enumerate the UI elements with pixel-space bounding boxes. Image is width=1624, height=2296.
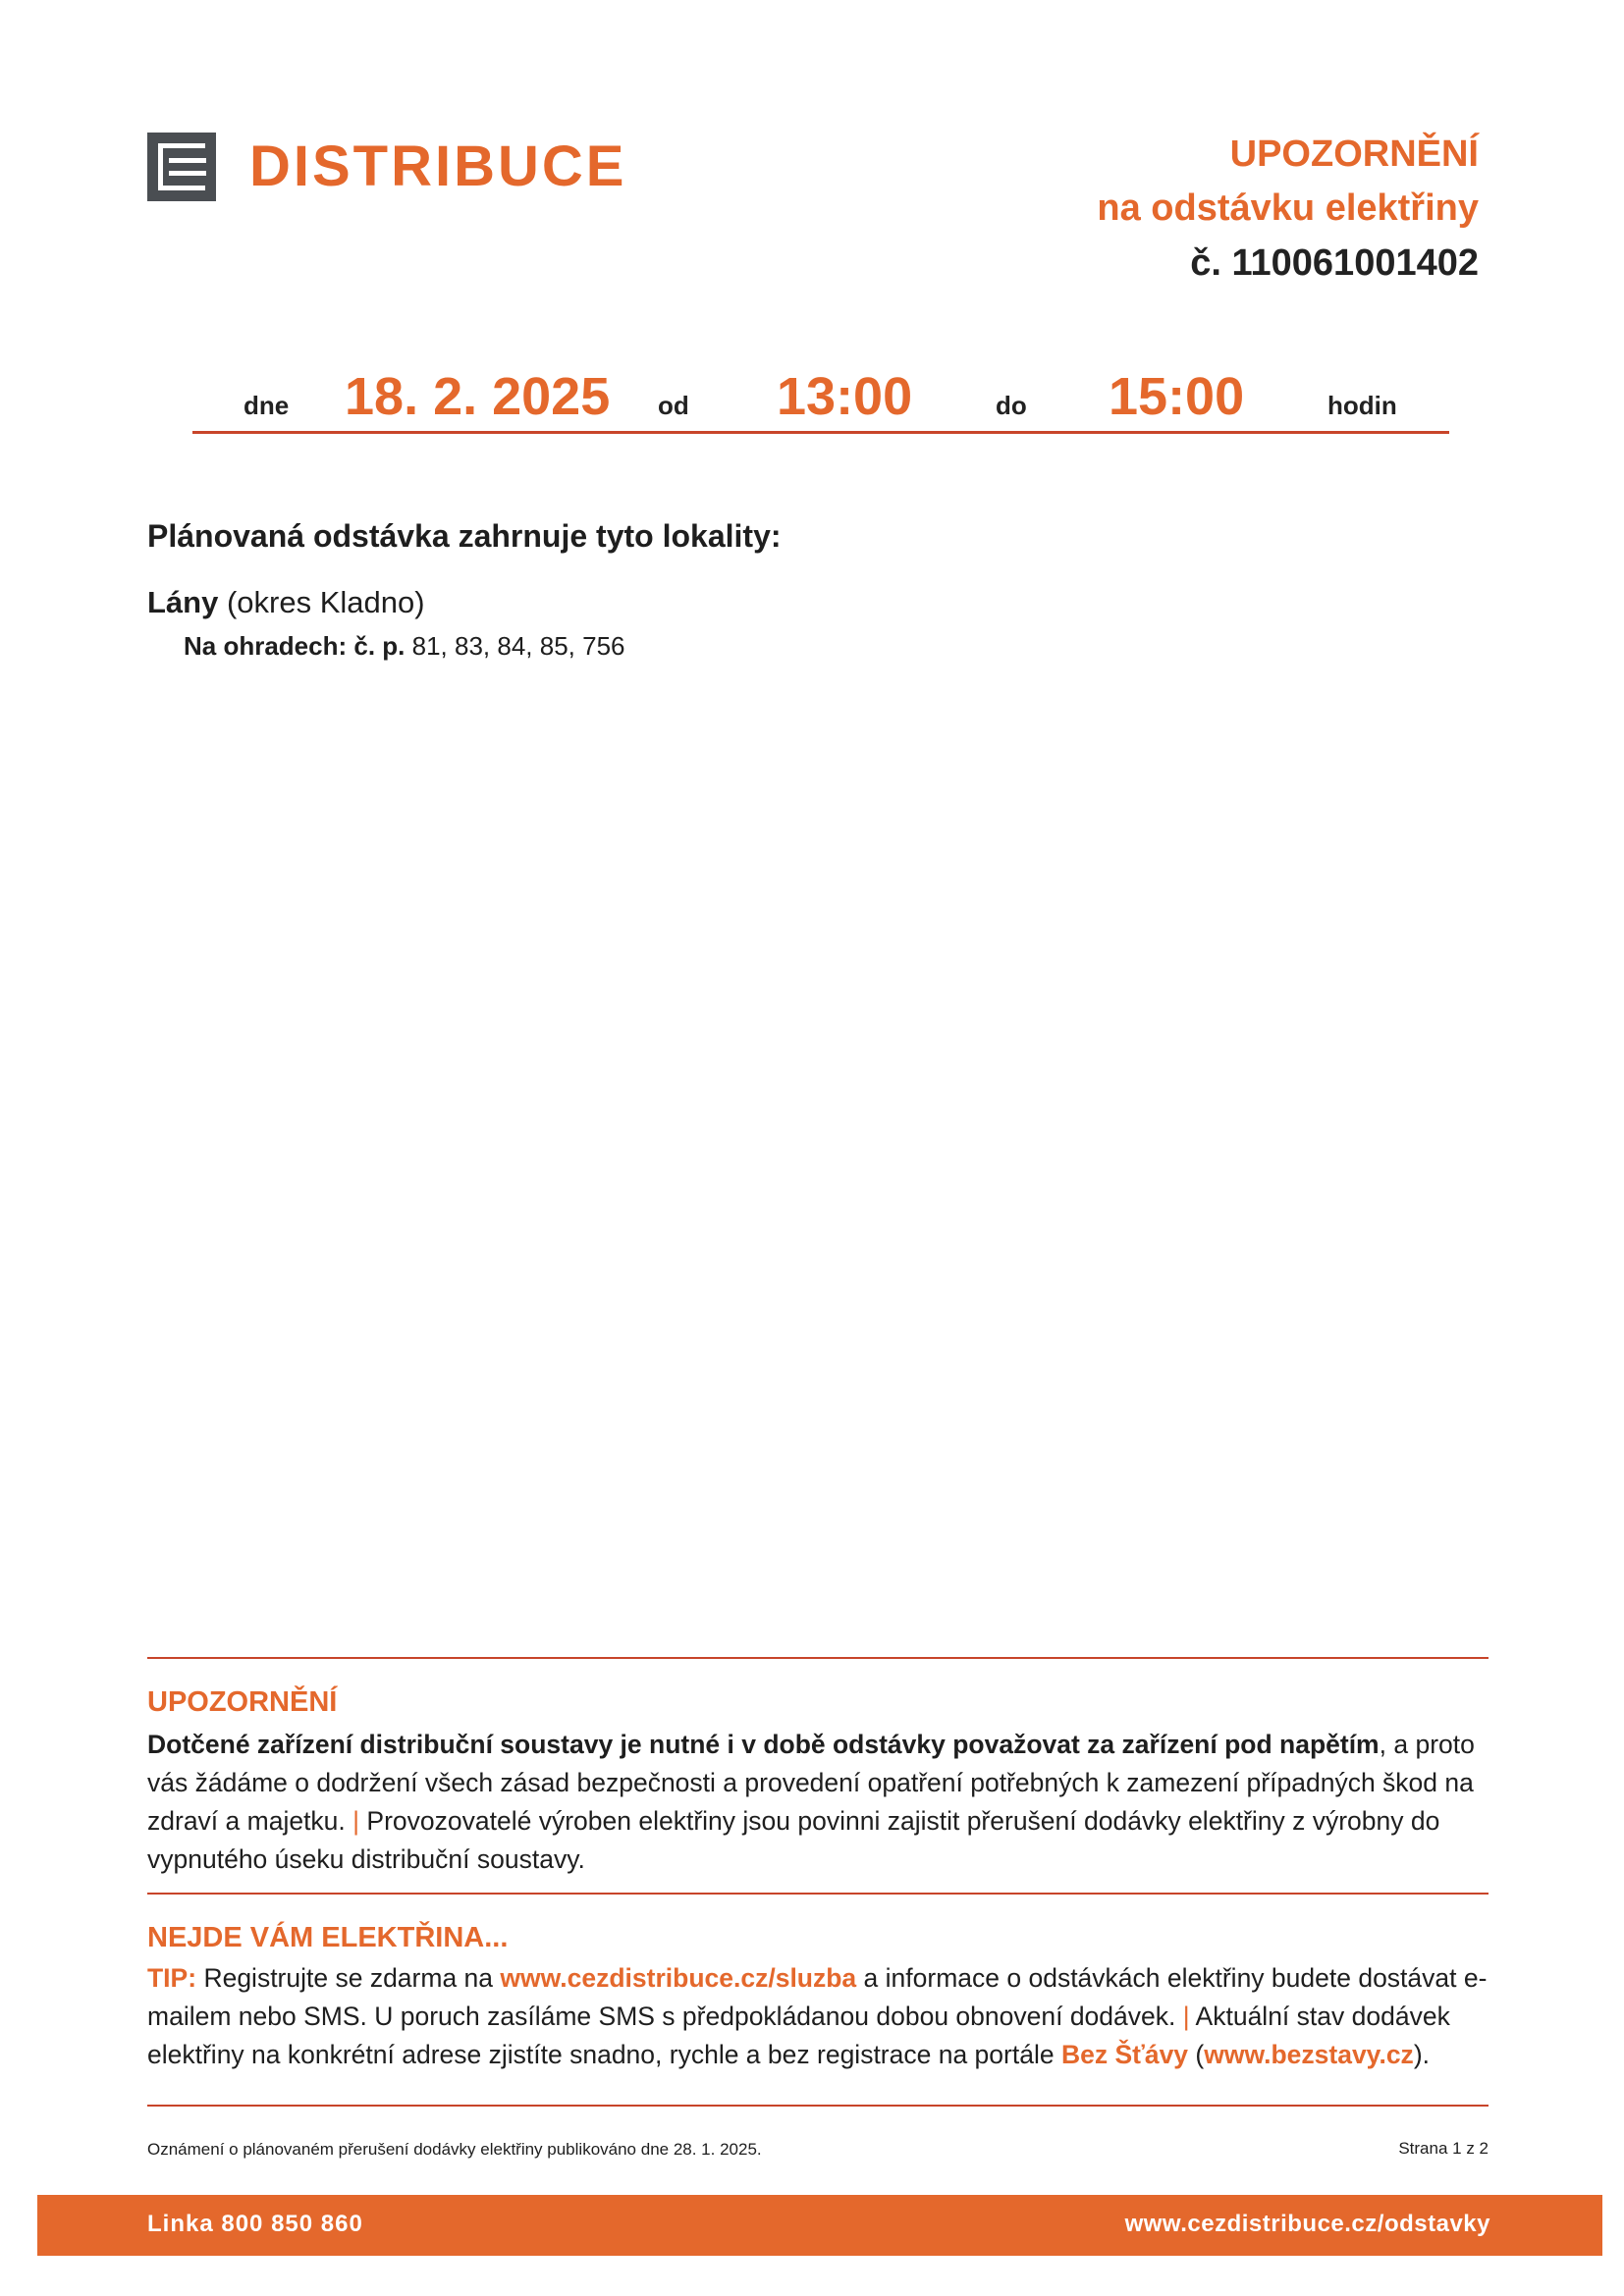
notice-number: č. 110061001402 [1190,242,1479,284]
warning-text-2: Provozovatelé výroben elektřiny jsou povinni zajistit přerušení dodávky elektřiny z výrobny do vypnutého úseku distribuční soustavy. [147,1806,1440,1874]
warning-bold-text: Dotčené zařízení distribuční soustavy je nutné i v době odstávky považovat za zařízení pod napětím [147,1730,1380,1759]
cez-logo-icon [147,133,216,201]
divider [147,1657,1489,1659]
warning-text-1: , a proto vás žádáme o dodržení všech zásad bezpečnosti a provedení opatření potřebných k zamezení případných škod na zdraví a majetku. [147,1730,1475,1836]
to-time: 15:00 [1109,367,1245,426]
portal-name: Bez Šťávy [1060,2040,1189,2069]
divider [147,2105,1489,2107]
separator: | [352,1806,360,1836]
info-text-3: Aktuální stav dodávek elektřiny na konkrétní adrese zjistíte snadno, rychle a bez registrace na portále [147,2002,1450,2069]
street-name: Na ohradech: [184,631,348,661]
outage-schedule [192,365,1449,434]
published-note: Oznámení o plánovaném přerušení dodávky elektřiny publikováno dne 28. 1. 2025. [147,2140,762,2159]
hotline: Linka 800 850 860 [147,2211,363,2237]
hours-label: hodin [1327,391,1397,420]
notice-header [1097,128,1479,291]
notice-subtitle: na odstávku elektřiny [1097,187,1479,229]
footer-website-link[interactable]: www.cezdistribuce.cz/odstavky [1124,2211,1490,2237]
to-label: do [996,391,1027,420]
house-numbers: 81, 83, 84, 85, 756 [411,631,625,661]
footer-bar [37,2195,1602,2256]
page-number: Strana 1 z 2 [1398,2139,1489,2158]
separator: | [1182,2002,1190,2031]
portal-link[interactable]: www.bezstavy.cz [1204,2040,1414,2069]
info-text-1: Registrujte se zdarma na [203,1963,494,1993]
info-title: NEJDE VÁM ELEKTŘINA... [147,1922,509,1953]
logo-text: DISTRIBUCE [249,134,627,198]
town-name: Lány [147,585,219,619]
outage-date: 18. 2. 2025 [345,367,611,426]
info-text [147,1959,1492,2074]
paren-close: ). [1413,2040,1430,2069]
paren-open: ( [1195,2040,1205,2069]
divider [147,1893,1489,1895]
service-link[interactable]: www.cezdistribuce.cz/sluzba [500,1963,857,1993]
from-label: od [658,391,689,420]
district-name: (okres Kladno) [226,585,425,619]
locations-heading: Plánovaná odstávka zahrnuje tyto lokality: [147,518,782,554]
notice-title: UPOZORNĚNÍ [1229,133,1479,175]
day-label: dne [244,391,290,420]
tip-label: TIP: [147,1963,197,1993]
logo [147,133,626,201]
location-street [184,631,625,662]
from-time: 13:00 [777,367,913,426]
warning-text [147,1726,1492,1879]
info-text-2: a informace o odstávkách elektřiny budete dostávat e-mailem nebo SMS. U poruch zasíláme SMS s předpokládanou dobou obnovení dodávek. [147,1963,1488,2031]
house-prefix: č. p. [353,631,406,661]
warning-title: UPOZORNĚNÍ [147,1686,338,1718]
location-town [147,585,425,620]
